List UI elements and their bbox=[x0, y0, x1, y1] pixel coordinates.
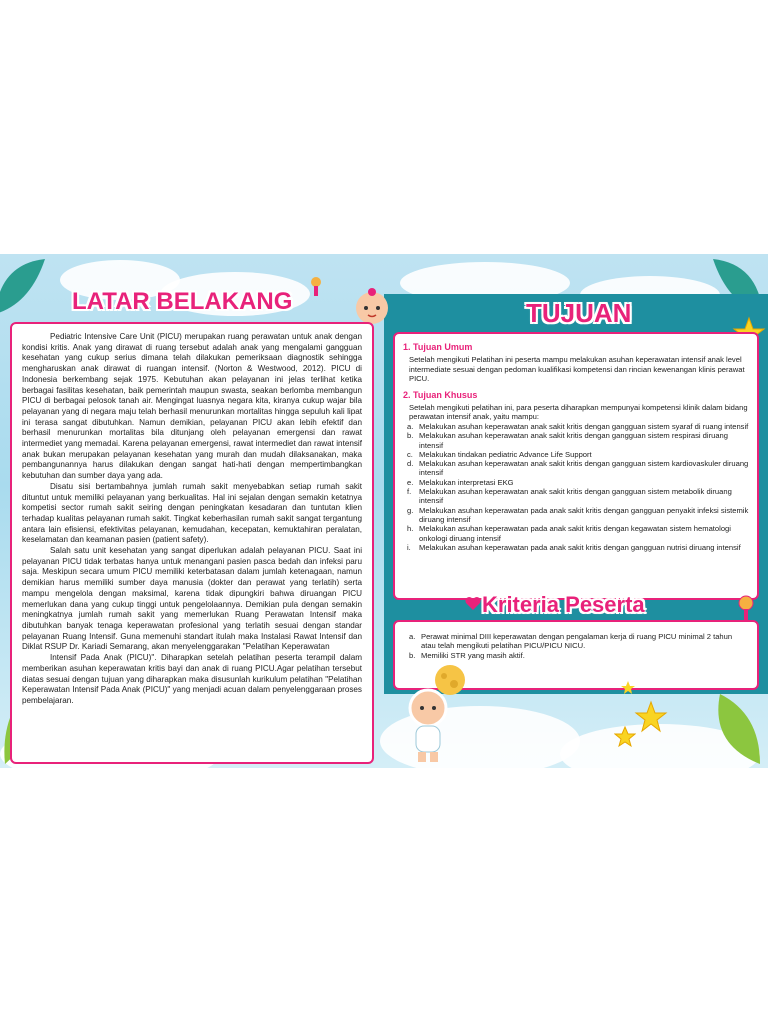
kriteria-list bbox=[405, 632, 747, 660]
paragraph: Salah satu unit kesehatan yang sangat diperlukan adalah pelayanan PICU. Saat ini pelayanan PICU tidak terbatas hanya untuk menangani pasien pasca bedah dan infeksi paru saja. Meskipun secara umum PICU memiliki keterbatasan dalam jumlah ketenagaan, namun demikian harus memiliki sumber daya manusia (dokter dan perawat yang terlatih) serta mampu mengelola dengan maksimal, karena tidak dipungkiri bahwa diruangan PICU memerlukan dana yang cukup tinggi untuk pengelolaannya. Demikian pula dengan semakin meningkatnya jumlah rumah sakit yang memerlukan Ruang Perawatan Intensif maka dibutuhkan banyak tenaga keperawatan profesional yang terlatih sesuai dengan standar pelayanan Ruang Intensif. Guna memenuhi standart itulah maka Instalasi Rawat Intensif dan Diklat RSUP Dr. Kariadi Semarang, akan menyelenggarakan "Pelatihan Keperawatan bbox=[22, 546, 362, 652]
latar-belakang-text bbox=[22, 332, 362, 707]
tujuan-khusus-heading: 2. Tujuan Khusus bbox=[403, 389, 478, 400]
leaf-icon bbox=[700, 684, 768, 764]
list-item: i. Melakukan asuhan keperawatan pada anak sakit kritis dengan gangguan nutrisi diruang intensif bbox=[407, 542, 741, 552]
list-item: a. Melakukan asuhan keperawatan anak sakit kritis dengan gangguan sistem syaraf di ruang intensif bbox=[407, 421, 749, 431]
tujuan-heading: TUJUAN bbox=[526, 298, 632, 328]
list-item: d. Melakukan asuhan keperawatan anak sakit kritis dengan gangguan sistem kardiovaskuler diruang intensif bbox=[407, 459, 749, 478]
brochure-spread bbox=[0, 254, 768, 768]
paragraph: Pediatric Intensive Care Unit (PICU) merupakan ruang perawatan untuk anak dengan kondisi kritis. Anak yang dirawat di ruang tersebut adalah anak yang mengalami gangguan kesehatan yang cukup serius dimana telah dilakukan pemeriksaan diagnostik sehingga mengharuskan anak dirawat di ruangan intensif. (Norton & Westwood, 2012). PICU di Indonesia berkembang sejak 1975. Kebutuhan akan pelayanan ini jelas terlihat ketika berbagai fasilitas kesehatan, baik pemerintah maupun swasta, seakan berlomba membangun PICU di berbagai pelosok tanah air. Mengingat luasnya negara kita, kiranya cukup wajar bila pelayanan yang di negara maju telah berhasil menurunkan mortalitas hingga sepuluh kali lipat ini terasa sangat dibutuhkan. Namun demikian, pelayanan PICU akan lebih efektif dan berhasil menurunkan mortalitas bila ditunjang oleh pelayanan emergensi dan rawat intermediet yang memadai. Karena pelayanan emergensi, rawat intermediet dan rawat intensif anak bukan merupakan pelayanan kesehatan yang murah dan mudah dilaksanakan, maka pembangunannya harus dilakukan dengan sangat hati-hati dengan mempertimbangkan kebutuhan dan sumber daya yang ada. bbox=[22, 332, 362, 481]
moon-icon bbox=[432, 662, 468, 698]
list-item: a. Perawat minimal DIII keperawatan dengan pengalaman kerja di ruang PICU minimal 2 tahun atau telah mengikuti pelatihan PICU/PICU NICU. bbox=[409, 632, 733, 651]
pacifier-icon bbox=[308, 274, 324, 298]
list-item: b. Memiliki STR yang masih aktif. bbox=[409, 650, 525, 660]
list-item: h. Melakukan asuhan keperawatan pada anak sakit kritis dengan kegawatan sistem hematologi onkologi diruang intensif bbox=[407, 524, 731, 543]
star-icon bbox=[620, 680, 636, 696]
kriteria-peserta-heading: Kriteria Peserta bbox=[482, 592, 645, 617]
tujuan-box bbox=[393, 332, 759, 600]
star-icon bbox=[634, 700, 668, 734]
heart-icon bbox=[464, 594, 482, 612]
list-item: b. Melakukan asuhan keperawatan anak sakit kritis dengan gangguan sistem respirasi diruang intensif bbox=[407, 431, 728, 450]
tujuan-umum-text: Setelah mengikuti Pelatihan ini peserta mampu melakukan asuhan keperawatan intensif anak level intermediate sesuai dengan pedoman kualifikasi kompetensi dan rincian kewenangan klinis perawat PICU. bbox=[409, 355, 745, 384]
list-item: f. Melakukan asuhan keperawatan anak sakit kritis dengan gangguan sistem metabolik diruang intensif bbox=[407, 487, 732, 506]
paragraph: Disatu sisi bertambahnya jumlah rumah sakit menyebabkan setiap rumah sakit dituntut untuk memiliki pelayanan yang berkualitas. Hal ini sejalan dengan semakin ketatnya kompetisi sector rumah sakit seiring dengan peningkatan kesadaran dan tuntutan klien terhadap kualitas pelayanan rumah sakit. Tingkat keberhasilan rumah sakit sangat tergantung antara lain efisiensi, efektivitas pelayanan, kemudahan, kecepatan, kemuktahiran peralatan, keselamatan dan keamanan pasien (patient safety). bbox=[22, 481, 362, 545]
list-item: g. Melakukan asuhan keperawatan pada anak sakit kritis dengan gangguan penyakit infeksi sistemik diruang intensif bbox=[407, 505, 749, 524]
leaf-icon bbox=[0, 254, 50, 324]
list-item: e. Melakukan interpretasi EKG bbox=[407, 477, 514, 487]
list-item: c. Melakukan tindakan pediatric Advance Life Support bbox=[407, 449, 592, 459]
tujuan-khusus-intro: Setelah mengikuti pelatihan ini, para peserta diharapkan mempunyai kompetensi klinik dalam bidang perawatan intensif anak, yaitu mampu: bbox=[409, 402, 748, 422]
tujuan-khusus-list bbox=[403, 422, 749, 552]
tujuan-umum-heading: 1. Tujuan Umum bbox=[403, 342, 473, 352]
latar-belakang-box bbox=[10, 322, 374, 764]
baby-astronaut-icon bbox=[396, 686, 466, 766]
latar-belakang-heading: LATAR BELAKANG bbox=[72, 288, 293, 315]
star-icon bbox=[614, 726, 636, 748]
paragraph: Intensif Pada Anak (PICU)". Diharapkan setelah pelatihan peserta terampil dalam memberikan asuhan keperawatan kritis bayi dan anak di ruang PICU.Agar pelatihan tersebut diatas sesuai dengan tujuan yang diharapkan maka disusunlah kurikulum pelatihan "Pelatihan Keperawatan Intensif Pada Anak (PICU)" yang menjadi acuan dalam penyelenggaraan proses pembelajaran. bbox=[22, 653, 362, 705]
